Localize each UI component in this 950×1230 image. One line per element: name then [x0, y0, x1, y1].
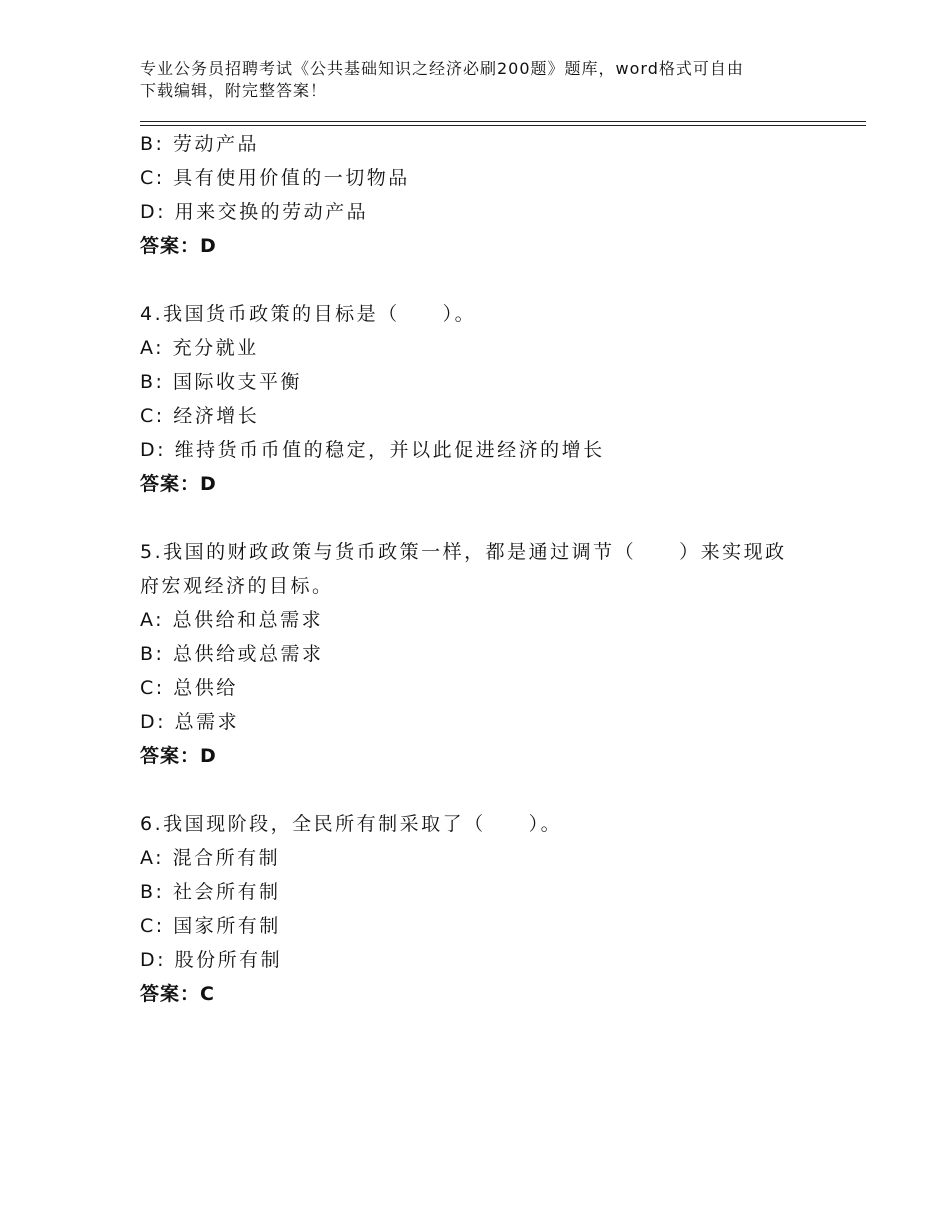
question-list — [140, 127, 840, 1011]
spacer — [140, 263, 840, 297]
option-b: B: 国际收支平衡 — [140, 371, 302, 393]
question-stem-line-2: 府宏观经济的目标。 — [140, 575, 334, 597]
header-rule-top — [140, 121, 866, 122]
spacer — [140, 501, 840, 535]
document-header — [140, 58, 820, 102]
question-stem: 4.我国货币政策的目标是（ ）。 — [140, 303, 477, 325]
option-a: A: 混合所有制 — [140, 847, 281, 869]
option-b: B: 劳动产品 — [140, 133, 259, 155]
option-c: C: 总供给 — [140, 677, 238, 699]
question-6 — [140, 807, 840, 1011]
option-d: D: 股份所有制 — [140, 949, 283, 971]
option-d: D: 总需求 — [140, 711, 240, 733]
option-c: C: 经济增长 — [140, 405, 260, 427]
option-b: B: 总供给或总需求 — [140, 643, 324, 665]
header-line-2: 下载编辑，附完整答案！ — [140, 81, 328, 100]
option-a: A: 充分就业 — [140, 337, 259, 359]
spacer — [140, 773, 840, 807]
question-stem: 6.我国现阶段，全民所有制采取了（ ）。 — [140, 813, 563, 835]
question-4 — [140, 297, 840, 501]
option-c: C: 国家所有制 — [140, 915, 281, 937]
answer-line: 答案：D — [140, 473, 217, 495]
question-partial — [140, 127, 840, 263]
question-5 — [140, 535, 840, 773]
answer-line: 答案：D — [140, 235, 217, 257]
header-line-1: 专业公务员招聘考试《公共基础知识之经济必刷200题》题库，word格式可自由 — [140, 59, 744, 78]
option-d: D: 维持货币币值的稳定，并以此促进经济的增长 — [140, 439, 605, 461]
option-c: C: 具有使用价值的一切物品 — [140, 167, 410, 189]
option-a: A: 总供给和总需求 — [140, 609, 324, 631]
question-stem-line-1: 5.我国的财政政策与货币政策一样，都是通过调节（ ）来实现政 — [140, 541, 787, 563]
answer-line: 答案：C — [140, 983, 215, 1005]
answer-line: 答案：D — [140, 745, 217, 767]
option-d: D: 用来交换的劳动产品 — [140, 201, 369, 223]
option-b: B: 社会所有制 — [140, 881, 281, 903]
header-rule-bottom — [140, 125, 866, 126]
